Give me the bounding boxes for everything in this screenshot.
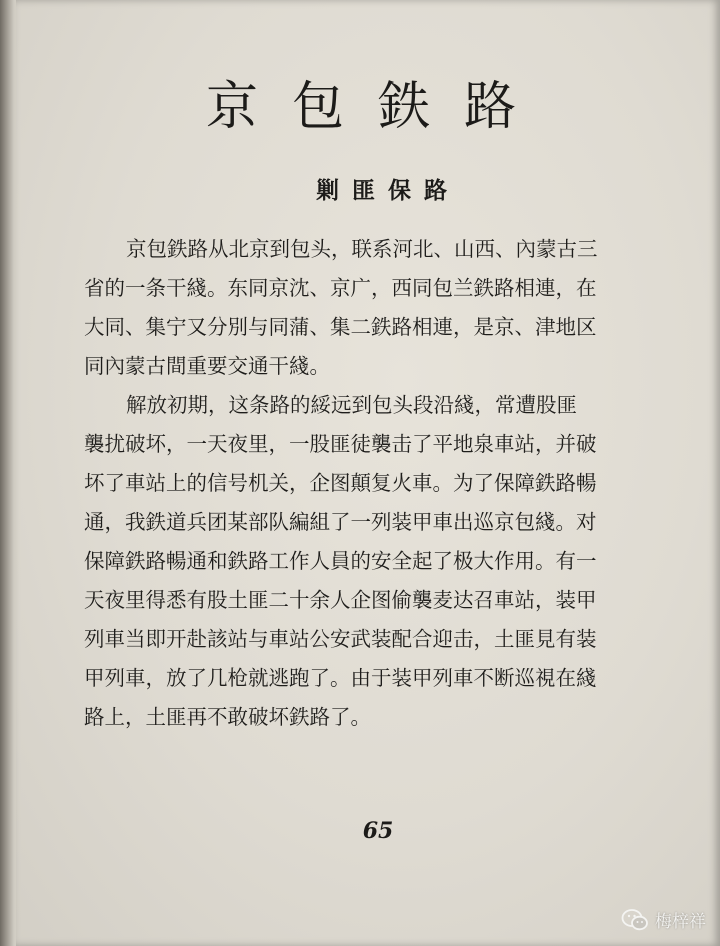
body-text bbox=[84, 230, 656, 737]
paragraph bbox=[84, 230, 656, 386]
section-subtitle: 剿匪保路 bbox=[316, 178, 460, 204]
watermark bbox=[621, 907, 706, 932]
text-line: 通，我鉄道兵团某部队編組了一列装甲車出巡京包綫。对 bbox=[84, 510, 597, 534]
wechat-icon bbox=[621, 908, 649, 932]
text-line: 解放初期，这条路的綏远到包头段沿綫，常遭股匪 bbox=[126, 393, 577, 417]
paragraph bbox=[84, 386, 656, 737]
text-line: 大同、集宁又分別与同蒲、集二鉄路相連，是京、津地区 bbox=[84, 315, 597, 339]
text-line: 同內蒙古間重要交通干綫。 bbox=[84, 354, 330, 378]
watermark-text: 梅梓祥 bbox=[655, 912, 706, 932]
text-line: 路上，土匪再不敢破坏鉄路了。 bbox=[84, 705, 371, 729]
text-line: 坏了車站上的信号机关，企图顛复火車。为了保障鉄路暢 bbox=[84, 471, 597, 495]
page-number: 65 bbox=[362, 818, 394, 844]
text-line: 省的一条干綫。东同京沈、京广，西同包兰鉄路相連，在 bbox=[84, 276, 597, 300]
text-line: 列車当即开赴該站与車站公安武装配合迎击，土匪見有装 bbox=[84, 627, 597, 651]
page-title: 京包鉄路 bbox=[205, 77, 550, 137]
book-page bbox=[16, 0, 720, 946]
text-line: 甲列車，放了几枪就逃跑了。由于装甲列車不断巡視在綫 bbox=[84, 666, 597, 690]
text-line: 京包鉄路从北京到包头，联系河北、山西、內蒙古三 bbox=[126, 237, 598, 261]
text-line: 天夜里得悉有股土匪二十余人企图偷襲麦达召車站，装甲 bbox=[84, 588, 597, 612]
text-line: 保障鉄路暢通和鉄路工作人員的安全起了极大作用。有一 bbox=[84, 549, 597, 573]
text-line: 襲扰破坏，一天夜里，一股匪徒襲击了平地泉車站，并破 bbox=[84, 432, 597, 456]
